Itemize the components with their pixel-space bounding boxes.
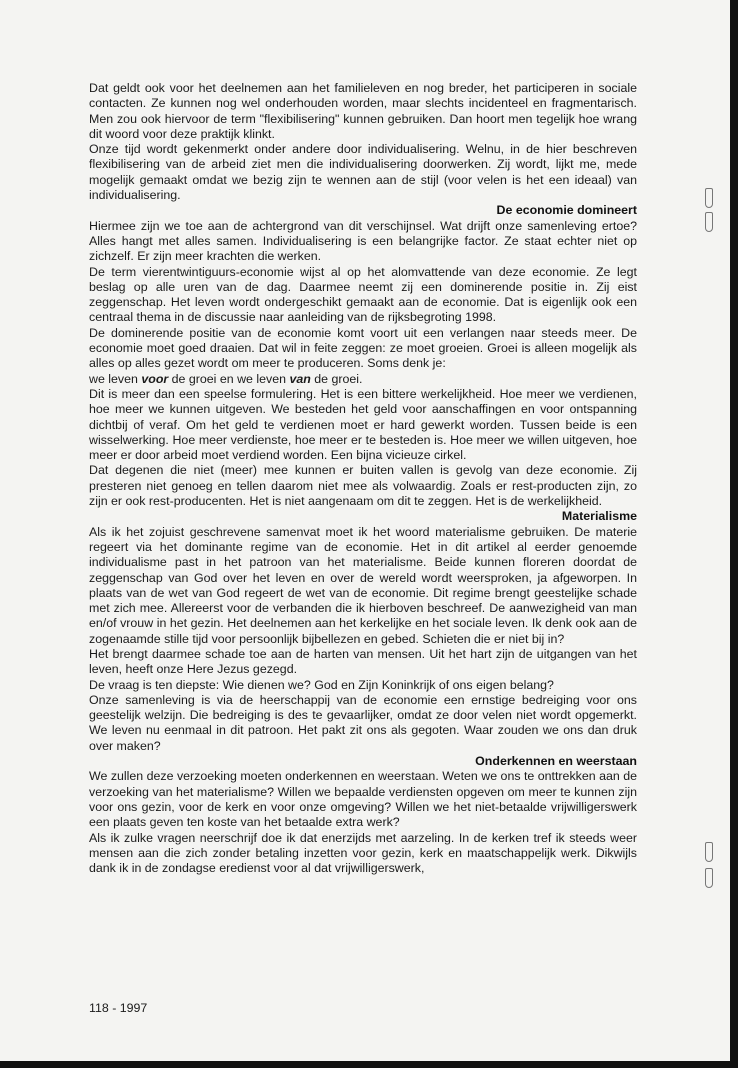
paragraph: Het brengt daarmee schade toe aan de harten van mensen. Uit het hart zijn de uitgangen van het leven, heeft onze Here Jezus gezegd. — [89, 646, 637, 677]
emphasis-voor: voor — [141, 371, 169, 386]
paragraph: Als ik het zojuist geschrevene samenvat moet ik het woord materialisme gebruiken. De materie regeert via het dominante regime van de economie. Het in dit artikel al eerder genoemde individualisme past in het patroon van het materialisme. Beide kunnen floreren doordat de zeggenschap van God over het leven en over de wereld wordt weersproken, ja afgeworpen. In plaats van de wet van God regeert de wet van de economie. Dit regime brengt geestelijke schade met zich mee. Allereerst voor de verbanden die ik hierboven beschreef. De aanwezigheid van man en/of vrouw in het gezin. Het deelnemen aan het kerkelijke en het sociale leven. Ik denk ook aan de zogenaamde stille tijd voor persoonlijk bijbellezen en gebed. Schieten die er niet bij in? — [89, 524, 637, 646]
emphasis-van: van — [289, 371, 311, 386]
text-run: de groei en we leven — [168, 371, 290, 386]
paragraph: Onze tijd wordt gekenmerkt onder andere door individualisering. Welnu, in de hier beschreven flexibilisering van de arbeid ziet men die individualisering doorwerken. Zij wordt, lijkt me, mede mogelijk gemaakt omdat we bezig zijn te wennen aan de stijl (voor velen is het een ideaal) van individualisering. — [89, 142, 637, 203]
article-body — [89, 81, 637, 876]
paragraph: Hiermee zijn we toe aan de achtergrond van dit verschijnsel. Wat drijft onze samenleving ertoe? Alles hangt met alles samen. Individualisering is een belangrijke factor. Ze staat echter niet op zichzelf. Er zijn meer krachten die werken. — [89, 218, 637, 264]
section-heading: De economie domineert — [496, 203, 637, 218]
paragraph: We zullen deze verzoeking moeten onderkennen en weerstaan. Weten we ons te onttrekken aan de verzoeking van het materialisme? Willen we bepaalde verdiensten opgeven om meer te kunnen zijn voor ons gezin, voor de kerk en voor onze omgeving? Willen we het niet-betaalde vrijwilligerswerk een plaats geven ten koste van het betaalde extra werk? — [89, 769, 637, 830]
scan-border-right — [730, 0, 738, 1068]
staple-mark — [705, 188, 713, 208]
scan-border-bottom — [0, 1061, 738, 1068]
page-number: 118 - 1997 — [89, 1001, 148, 1015]
staple-mark — [705, 868, 713, 888]
paragraph: Als ik zulke vragen neerschrijf doe ik dat enerzijds met aarzeling. In de kerken tref ik steeds weer mensen aan die zich zonder betaling inzetten voor gezin, kerk en maatschappelijk werk. Dikwijls dank ik in de zondagse eredienst voor al dat vrijwilligerswerk, — [89, 830, 637, 876]
paragraph: Onze samenleving is via de heerschappij van de economie een ernstige bedreiging voor ons geestelijk welzijn. Die bedreiging is des te gevaarlijker, omdat ze door velen niet wordt opgemerkt. We leven nu eenmaal in dit patroon. Het pakt zit ons als gegoten. Waar zouden we ons dan druk over maken? — [89, 692, 637, 753]
staple-mark — [705, 212, 713, 232]
paragraph: Dat geldt ook voor het deelnemen aan het familieleven en nog breder, het participeren in sociale contacten. Ze kunnen nog wel onderhouden worden, maar slechts incidenteel en fragmentarisch. Men zou ook hiervoor de term "flexibilisering" kunnen gebruiken. Dan hoort men tegelijk hoe wrang dit woord voor deze praktijk klinkt. — [89, 81, 637, 141]
paragraph: Dat degenen die niet (meer) mee kunnen er buiten vallen is gevolg van deze economie. Zij presteren niet genoeg en tellen daarom niet mee als volwaardig. Zoals er rest-producten zijn, zo zijn er ook rest-producenten. Het is niet aangenaam om dit te zeggen. Het is de werkelijkheid. — [89, 463, 637, 509]
staple-mark — [705, 842, 713, 862]
paragraph: De term vierentwintiguurs-economie wijst al op het alomvattende van deze economie. Ze legt beslag op alle uren van de dag. Daarmee neemt zij een dominerende positie in. Zij eist zeggenschap. Het leven wordt ondergeschikt gemaakt aan de economie. Dat is eigenlijk ook een centraal thema in de discussie naar aanleiding van de rijksbegroting 1998. — [89, 264, 637, 325]
text-run: we leven — [89, 371, 142, 386]
paragraph: De vraag is ten diepste: Wie dienen we? God en Zijn Koninkrijk of ons eigen belang? — [89, 677, 554, 692]
paragraph-emphasis — [89, 372, 637, 387]
paragraph: De dominerende positie van de economie komt voort uit een verlangen naar steeds meer. De economie moet goed draaien. Dat wil in feite zeggen: ze moet groeien. Groei is alleen mogelijk als alles op alles gezet wordt om meer te produceren. Soms denk je: — [89, 325, 637, 371]
paragraph: Dit is meer dan een speelse formulering. Het is een bittere werkelijkheid. Hoe meer we verdienen, hoe meer we kunnen uitgeven. We besteden het geld voor aanschaffingen en voor ontspanning dichtbij of veraf. Om het geld te verdienen moet er hard gewerkt worden. Tussen beide is een wisselwerking. Hoe meer verdienste, hoe meer er te besteden is. Hoe meer we willen uitgeven, hoe meer er door arbeid moet verdiend worden. Een bijna vicieuze cirkel. — [89, 386, 637, 463]
text-run: de groei. — [310, 371, 363, 386]
section-heading: Onderkennen en weerstaan — [475, 754, 637, 769]
section-heading: Materialisme — [561, 509, 637, 524]
